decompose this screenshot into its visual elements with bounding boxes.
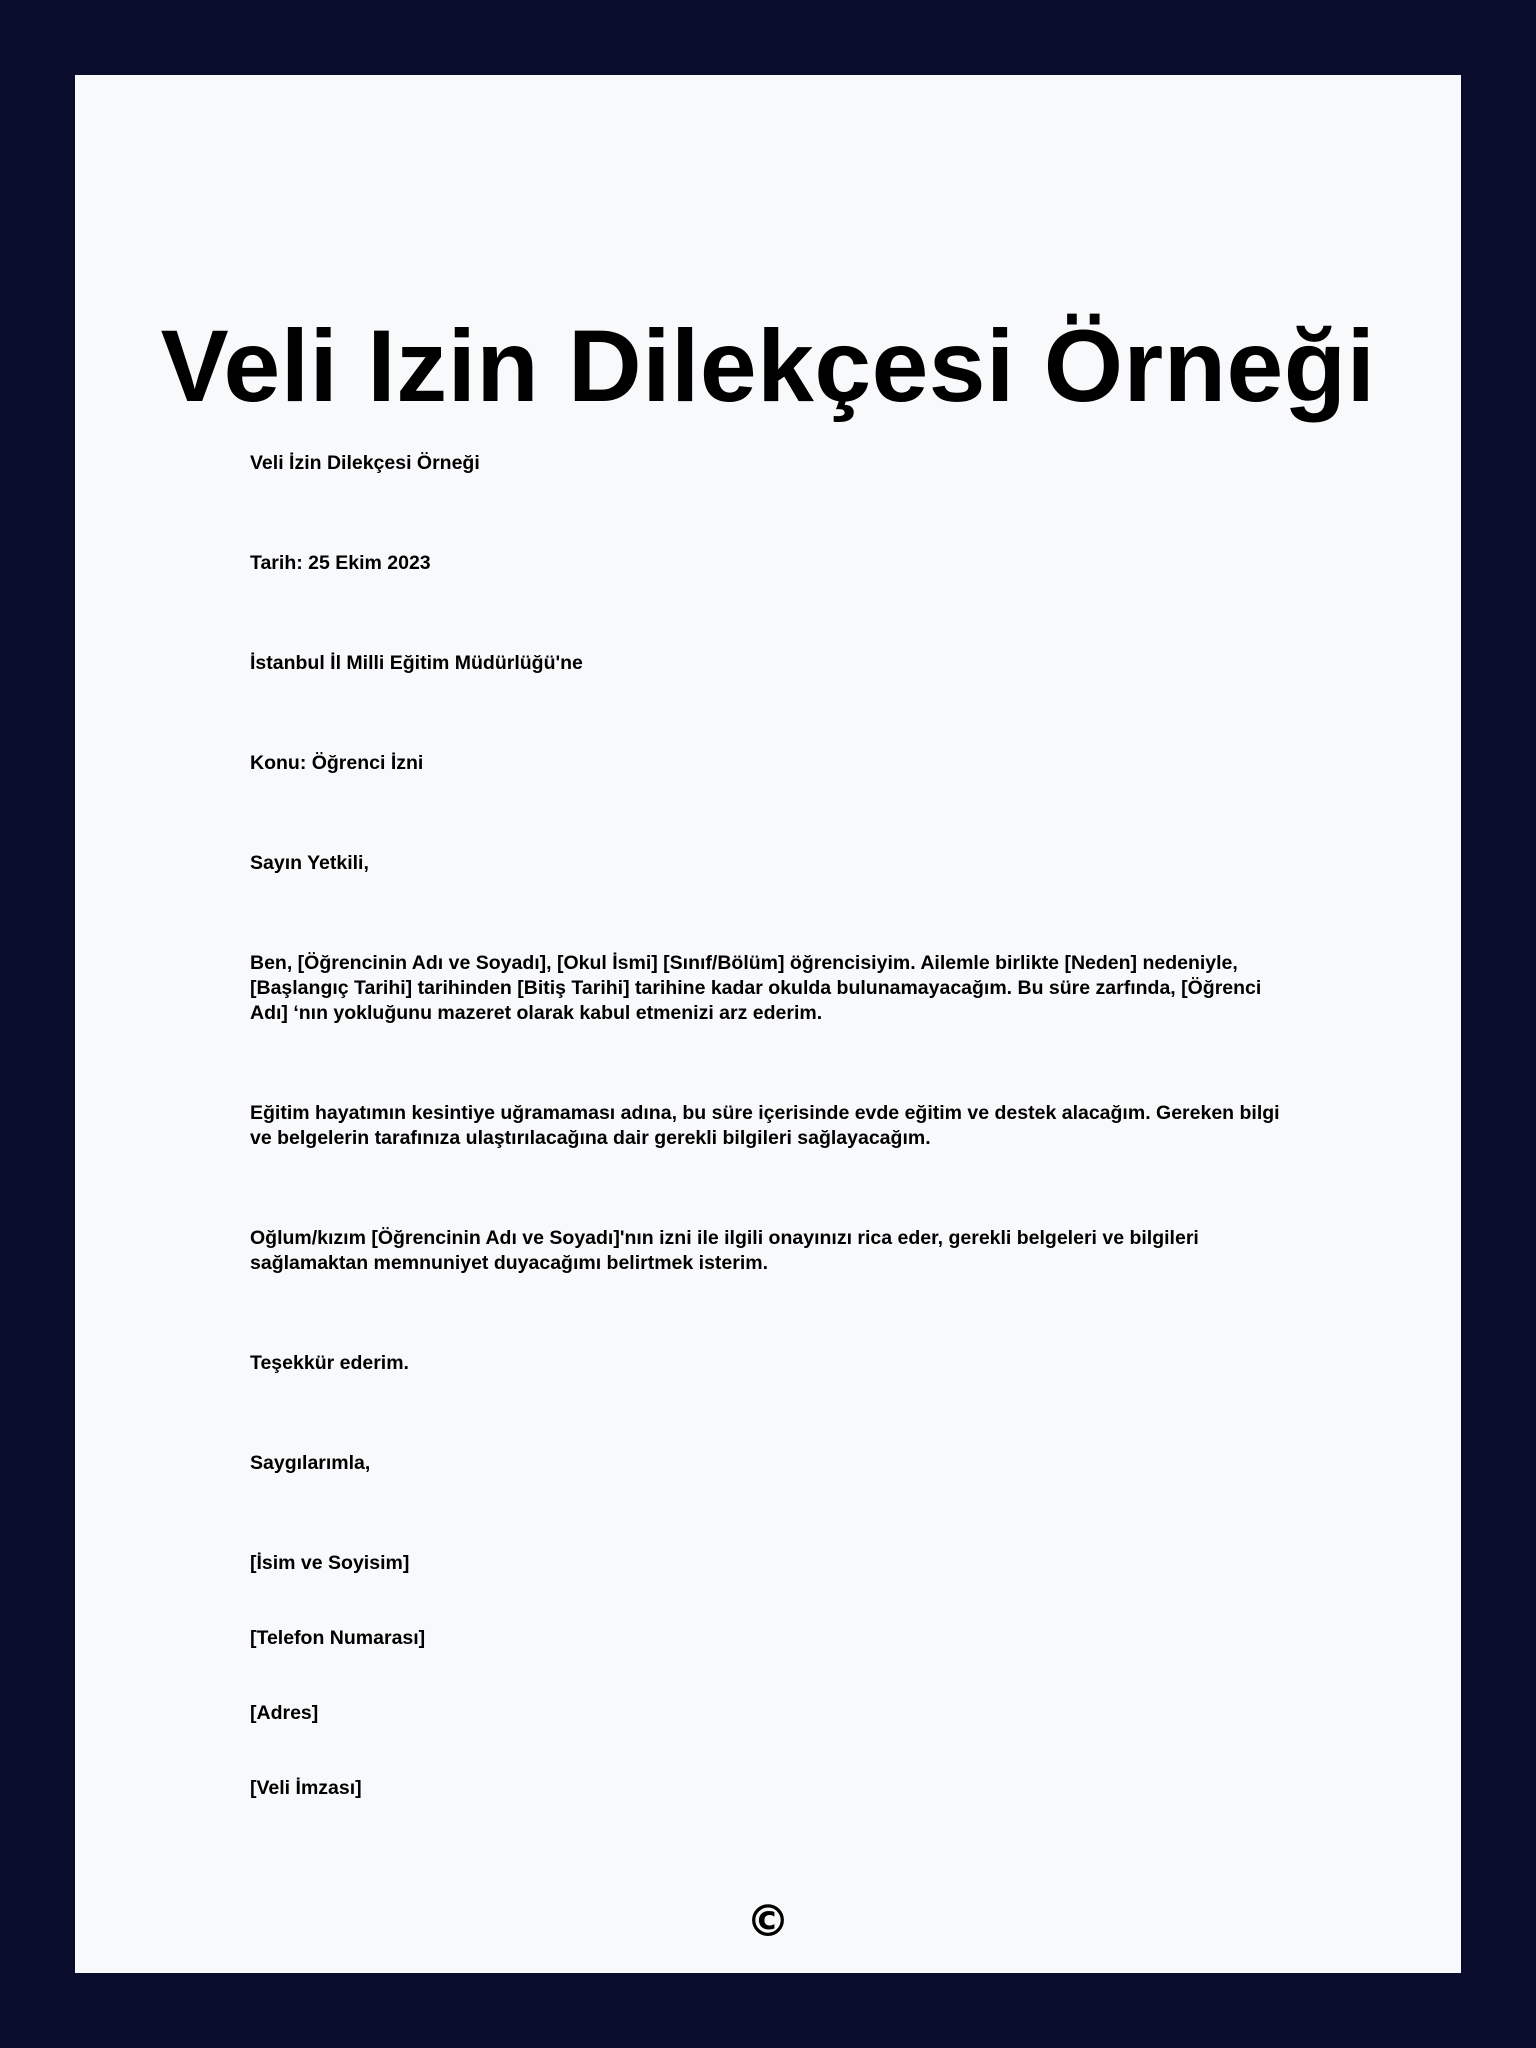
date-line: Tarih: 25 Ekim 2023 [250,552,431,574]
copyright-icon: © [746,1896,790,1947]
signature-name: [İsim ve Soyisim] [250,1552,410,1574]
thanks-line: Teşekkür ederim. [250,1352,409,1374]
signature-address: [Adres] [250,1702,319,1724]
document-page [75,75,1461,1973]
recipient-line: İstanbul İl Milli Eğitim Müdürlüğü'ne [250,652,583,674]
closing-line: Saygılarımla, [250,1452,371,1474]
signature-phone: [Telefon Numarası] [250,1627,426,1649]
signature-parent: [Veli İmzası] [250,1777,362,1799]
paragraph-2: Eğitim hayatımın kesintiye uğramaması adına, bu süre içerisinde evde eğitim ve destek alacağım. Gereken bilgi ve belgelerin tarafınıza ulaştırılacağına dair gerekli bilgileri sağlayacağım. [250,1102,1280,1149]
salutation: Sayın Yetkili, [250,852,369,874]
paragraph-1: Ben, [Öğrencinin Adı ve Soyadı], [Okul İsmi] [Sınıf/Bölüm] öğrencisiyim. Ailemle birlikte [Neden] nedeniyle, [Başlangıç Tarihi] tarihinden [Bitiş Tarihi] tarihine kadar okulda bulunamayacağım. Bu süre zarfında, [Öğrenci Adı] ‘nın yokluğunu mazeret olarak kabul etmenizi arz ederim. [250,952,1262,1024]
paragraph-3: Oğlum/kızım [Öğrencinin Adı ve Soyadı]'nın izni ile ilgili onayınızı rica eder, gerekli belgeleri ve bilgileri sağlamaktan memnuniyet duyacağımı belirtmek isterim. [250,1227,1199,1274]
letter-heading: Veli İzin Dilekçesi Örneği [250,452,480,474]
subject-line: Konu: Öğrenci İzni [250,752,424,774]
document-title: Veli Izin Dilekçesi Örneği [160,309,1376,423]
